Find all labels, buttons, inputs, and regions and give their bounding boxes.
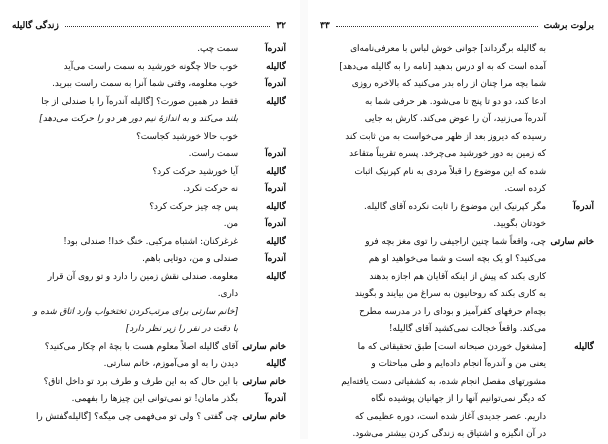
text-line bbox=[320, 146, 594, 164]
text-line bbox=[320, 111, 594, 129]
text-line bbox=[12, 321, 286, 339]
speaker-name: گالیله bbox=[266, 271, 286, 282]
speaker-name: گالیله bbox=[574, 341, 594, 352]
dialogue-text: نه حرکت نکرد. bbox=[183, 184, 238, 194]
text-line bbox=[320, 76, 594, 94]
dialogue-text: شده که این موضوع را قبلاً مردی به نام کپرنیک اثبات bbox=[354, 166, 546, 177]
text-line bbox=[12, 339, 286, 357]
dialogue-text: مگر کپرنیک این موضوع را ثابت نکرده آقای گالیله. bbox=[363, 201, 546, 212]
speaker-name: خانم سارتی bbox=[550, 236, 594, 247]
speaker-name: آندره‌آ bbox=[265, 44, 286, 54]
text-line bbox=[12, 409, 286, 427]
dialogue-text: کرده است. bbox=[504, 184, 546, 194]
text-line bbox=[320, 339, 594, 357]
text-line bbox=[320, 234, 594, 252]
speaker-name: آندره‌آ bbox=[265, 254, 286, 264]
speaker-name: گالیله bbox=[266, 166, 286, 177]
speaker-name: آندره‌آ bbox=[265, 219, 286, 229]
text-line bbox=[320, 304, 594, 322]
text-line bbox=[12, 251, 286, 269]
dialogue-text: خودتان بگویید. bbox=[493, 219, 546, 229]
dialogue-text: داری. bbox=[217, 289, 238, 299]
dialogue-text: [مشغول خوردن صبحانه است] طبق تحقیقاتی که ما bbox=[357, 341, 546, 352]
dialogue-text: که زمین به دور خورشید می‌چرخد. پسره تقریباً متقاعد bbox=[349, 149, 546, 159]
leader-dots bbox=[65, 26, 271, 27]
speaker-name: آندره‌آ bbox=[265, 149, 286, 159]
text-line bbox=[12, 304, 286, 322]
text-line bbox=[320, 94, 594, 112]
text-line bbox=[12, 374, 286, 392]
left-running-title: زندگی گالیله bbox=[12, 21, 59, 31]
speaker-name: خانم سارتی bbox=[242, 341, 286, 352]
text-line bbox=[12, 181, 286, 199]
dialogue-text: به کاری بکند که روحانیون به سراغ من بیایند و بگویند bbox=[354, 289, 546, 299]
dialogue-text: می‌کنید؟ او یک بچه است و شما می‌خواهید او هم bbox=[368, 254, 546, 264]
dialogue-text: بگذر مامان! تو نمی‌توانی این چیزها را بفهمی. bbox=[71, 394, 238, 404]
dialogue-text: من. bbox=[223, 219, 238, 229]
text-line bbox=[12, 286, 286, 304]
dialogue-text: در آن انگیزه و اشتیاق به زندگی کردن بیشتر می‌شود. bbox=[352, 429, 546, 439]
text-line bbox=[320, 286, 594, 304]
text-line bbox=[12, 129, 286, 147]
text-line bbox=[320, 59, 594, 77]
dialogue-text: پس چه چیز حرکت کرد؟ bbox=[149, 201, 238, 212]
leader-dots bbox=[336, 26, 538, 27]
speaker-name: گالیله bbox=[266, 236, 286, 247]
speaker-name: آندره‌آ bbox=[573, 201, 594, 212]
speaker-name: گالیله bbox=[266, 96, 286, 107]
speaker-name: گالیله bbox=[266, 201, 286, 212]
text-line bbox=[320, 269, 594, 287]
dialogue-text: خوب حالا خورشید کجاست؟ bbox=[136, 131, 238, 142]
dialogue-text: مشورتهای مفصل انجام شده، به کشفیاتی دست یافته‌ایم bbox=[341, 376, 546, 387]
dialogue-text: کاری بکند که پیش از اینکه آقایان هم اجازه بدهند bbox=[369, 271, 546, 282]
dialogue-text: به گالیله برگرداند] جوانی خوش لباس با معرفی‌نامه‌ای bbox=[350, 44, 546, 54]
dialogue-text: معلومه. صندلی نقش زمین را دارد و تو روی آن قرار bbox=[47, 271, 238, 282]
dialogue-text: صندلی و من، دوتایی باهم. bbox=[142, 254, 238, 264]
dialogue-text: چی گفتی ؟ ولی تو می‌فهمی چی میگه؟ [گالیله‌گفتش را bbox=[35, 411, 238, 422]
text-line bbox=[320, 181, 594, 199]
text-line bbox=[12, 94, 286, 112]
stage-direction: با دقت در نفر را زیر نظر دارد] bbox=[125, 324, 238, 334]
speaker-name: گالیله bbox=[266, 359, 286, 369]
dialogue-text: ادعا کند، دو دو تا پنج تا می‌شود. هر حرفی شما به bbox=[364, 96, 546, 107]
text-line bbox=[12, 356, 286, 374]
text-line bbox=[12, 269, 286, 287]
speaker-name: خانم سارتی bbox=[242, 376, 286, 387]
speaker-name: گالیله bbox=[266, 61, 286, 72]
dialogue-text: داریم. عصر جدیدی آغاز شده است، دوره عظیمی که bbox=[354, 411, 546, 422]
text-line bbox=[12, 59, 286, 77]
stage-direction: [خانم سارتی برای مرتب‌کردن تختخواب وارد اتاق شده و bbox=[33, 306, 238, 317]
dialogue-text: دیدن را به او می‌آموزم، خانم سارتی. bbox=[103, 359, 238, 369]
left-text-block bbox=[12, 41, 286, 426]
text-line bbox=[12, 41, 286, 59]
left-running-head bbox=[12, 17, 286, 35]
dialogue-text: آندره‌آ می‌زنید، آن را عوض می‌کند. کارش به جایی bbox=[364, 114, 546, 124]
text-line bbox=[12, 164, 286, 182]
right-running-title: برلوت برشت bbox=[543, 21, 594, 31]
dialogue-text: می‌کند. واقعاً خجالت نمی‌کشید آقای گالیله! bbox=[389, 324, 546, 334]
right-page bbox=[308, 0, 608, 439]
dialogue-text: آیا خورشید حرکت کرد؟ bbox=[152, 166, 238, 177]
text-line bbox=[320, 251, 594, 269]
text-line bbox=[12, 216, 286, 234]
dialogue-text: رسیده که دیروز بعد از ظهر می‌خواست به من ثابت کند bbox=[345, 131, 546, 142]
dialogue-text: آمده است که به او درس بدهید [نامه را به گالیله می‌دهد] bbox=[339, 61, 546, 72]
text-line bbox=[320, 164, 594, 182]
dialogue-text: غرغرکنان: اشتباه مرکبی. خنگ خدا! صندلی بود! bbox=[63, 236, 238, 247]
dialogue-text: بچه‌ام حرفهای کفرآمیز و بودای را در مدرسه مطرح bbox=[359, 306, 546, 317]
right-page-number: ۳۳ bbox=[320, 21, 330, 31]
speaker-name: خانم سارتی bbox=[242, 411, 286, 422]
dialogue-text: سمت راست. bbox=[188, 149, 238, 159]
speaker-name: آندره‌آ bbox=[265, 184, 286, 194]
text-line bbox=[320, 216, 594, 234]
text-line bbox=[320, 356, 594, 374]
dialogue-text: که دیگر نمی‌توانیم آنها را از جهانیان پوشیده نگاه bbox=[371, 394, 546, 404]
text-line bbox=[320, 409, 594, 427]
book-gutter bbox=[300, 0, 308, 439]
text-line bbox=[320, 129, 594, 147]
text-line bbox=[12, 391, 286, 409]
speaker-name: آندره‌آ bbox=[265, 79, 286, 89]
dialogue-text: شما بچه مرا چنان از راه بدر می‌کنید که بالاخره روزی bbox=[351, 79, 546, 89]
left-page-number: ۳۲ bbox=[276, 21, 286, 31]
text-line bbox=[320, 374, 594, 392]
dialogue-text: آقای گالیله اصلاً معلوم هست با بچهٔ ام چکار می‌کنید؟ bbox=[44, 341, 238, 352]
dialogue-text: با این حال که به این طرف و طرف برد تو داخل اتاق؟ bbox=[43, 376, 238, 387]
text-line bbox=[320, 391, 594, 409]
text-line bbox=[320, 321, 594, 339]
text-line bbox=[12, 76, 286, 94]
text-line bbox=[12, 111, 286, 129]
left-page bbox=[0, 0, 300, 439]
dialogue-text: یعنی من و آندره‌آ انجام داده‌ایم و طی مباحثات و bbox=[371, 359, 546, 369]
dialogue-text: چی، واقعاً شما چنین اراجیفی را توی مغز بچه فرو bbox=[365, 236, 546, 247]
right-running-head bbox=[320, 17, 594, 35]
dialogue-text: فقط در همین صورت؟ [گالیله آندره‌آ را با صندلی از جا bbox=[41, 96, 238, 107]
dialogue-text: خوب حالا چگونه خورشید به سمت راست می‌آید bbox=[63, 61, 238, 72]
dialogue-text: خوب معلومه، وقتی شما آنرا به سمت راست ببرید. bbox=[52, 79, 238, 89]
stage-direction: بلند می‌کند و به اندازهٔ نیم دور هر دو را حرکت می‌دهد] bbox=[39, 114, 238, 124]
text-line bbox=[12, 146, 286, 164]
text-line bbox=[12, 199, 286, 217]
text-line bbox=[12, 234, 286, 252]
text-line bbox=[320, 426, 594, 444]
speaker-name: آندره‌آ bbox=[265, 394, 286, 404]
dialogue-text: سمت چپ. bbox=[197, 44, 238, 54]
text-line bbox=[320, 41, 594, 59]
right-text-block bbox=[320, 41, 594, 444]
text-line bbox=[320, 199, 594, 217]
